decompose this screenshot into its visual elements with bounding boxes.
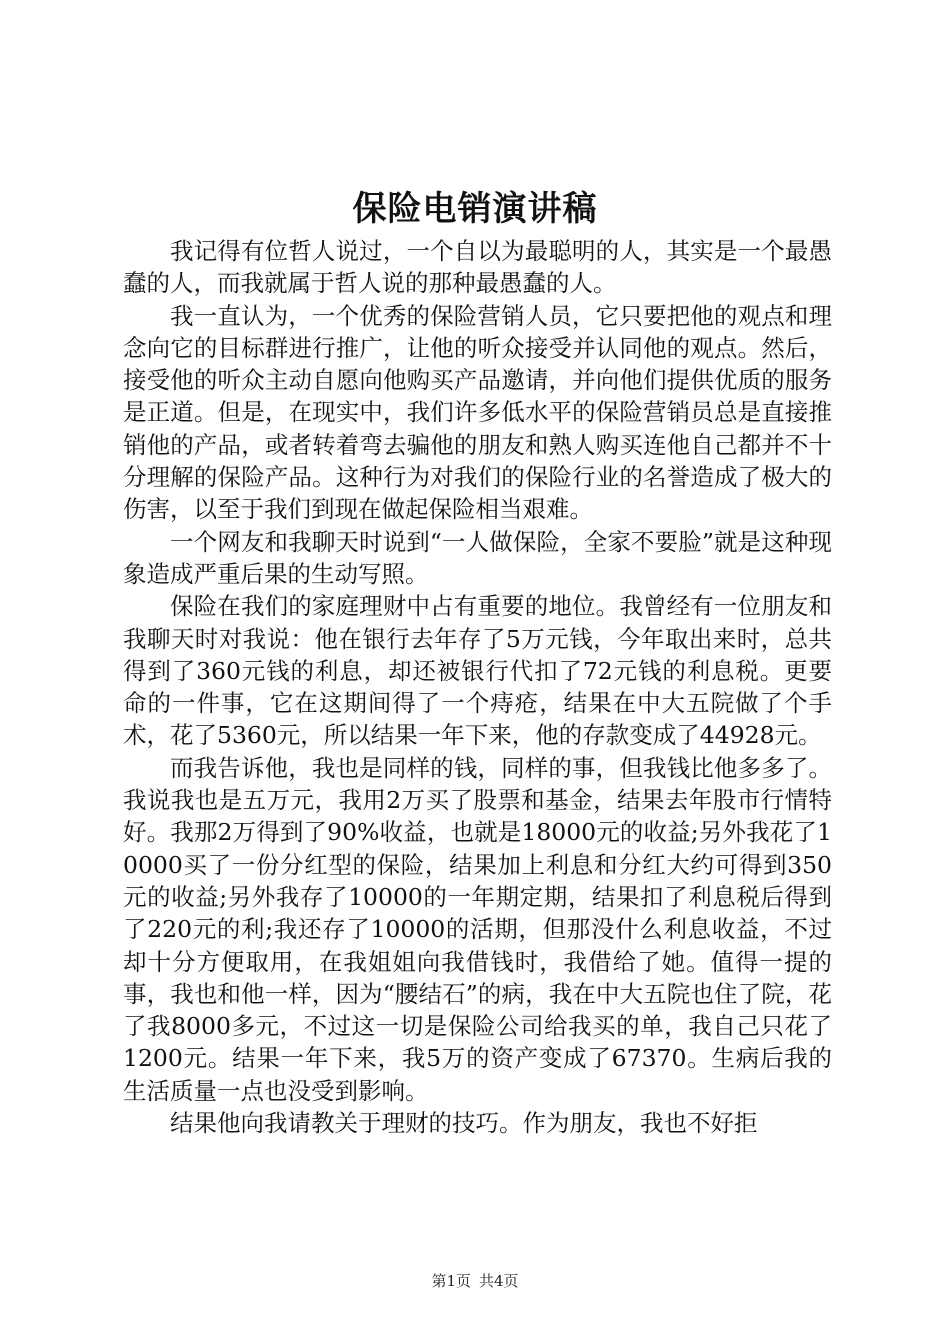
paragraph-2: 我一直认为，一个优秀的保险营销人员，它只要把他的观点和理念向它的目标群进行推广，让他的听众接受并认同他的观点。然后，接受他的听众主动自愿向他购买产品邀请，并向他们提供优质的服务是正道。但是，在现实中，我们许多低水平的保险营销员总是直接推销他的产品，或者转着弯去骗他的朋友和熟人购买连他自己都并不十分理解的保险产品。这种行为对我们的保险行业的名誉造成了极大的伤害，以至于我们到现在做起保险相当艰难。 [123, 301, 832, 524]
page-footer [0, 1271, 950, 1291]
paragraph-3: 一个网友和我聊天时说到“一人做保险，全家不要脸”就是这种现象造成严重后果的生动写照。 [123, 527, 832, 588]
paragraph-5: 而我告诉他，我也是同样的钱，同样的事，但我钱比他多多了。我说我也是五万元，我用2万买了股票和基金，结果去年股市行情特好。我那2万得到了90%收益，也就是18000元的收益;另外我花了10000买了一份分红型的保险，结果加上利息和分红大约可得到350元的收益;另外我存了10000的一年期定期，结果扣了利息税后得到了220元的利;我还存了10000的活期，但那没什么利息收益，不过却十分方便取用，在我姐姐向我借钱时，我借给了她。值得一提的事，我也和他一样，因为“腰结石”的病，我在中大五院也住了院，花了我8000多元，不过这一切是保险公司给我买的单，我自己只花了1200元。结果一年下来，我5万的资产变成了67370。生病后我的生活质量一点也没受到影响。 [123, 753, 832, 1105]
page-total: 共4页 [479, 1272, 519, 1290]
paragraph-1: 我记得有位哲人说过，一个自以为最聪明的人，其实是一个最愚蠢的人，而我就属于哲人说的那种最愚蠢的人。 [123, 237, 832, 298]
paragraph-6: 结果他向我请教关于理财的技巧。作为朋友，我也不好拒 [170, 1109, 758, 1138]
document-title: 保险电销演讲稿 [352, 189, 598, 229]
paragraph-4: 保险在我们的家庭理财中占有重要的地位。我曾经有一位朋友和我聊天时对我说：他在银行去年存了5万元钱，今年取出来时，总共得到了360元钱的利息，却还被银行代扣了72元钱的利息税。更要命的一件事，它在这期间得了一个痔疮，结果在中大五院做了个手术，花了5360元，所以结果一年下来，他的存款变成了44928元。 [123, 592, 832, 750]
page-number: 第1页 [431, 1272, 471, 1290]
document-body [123, 235, 832, 1139]
